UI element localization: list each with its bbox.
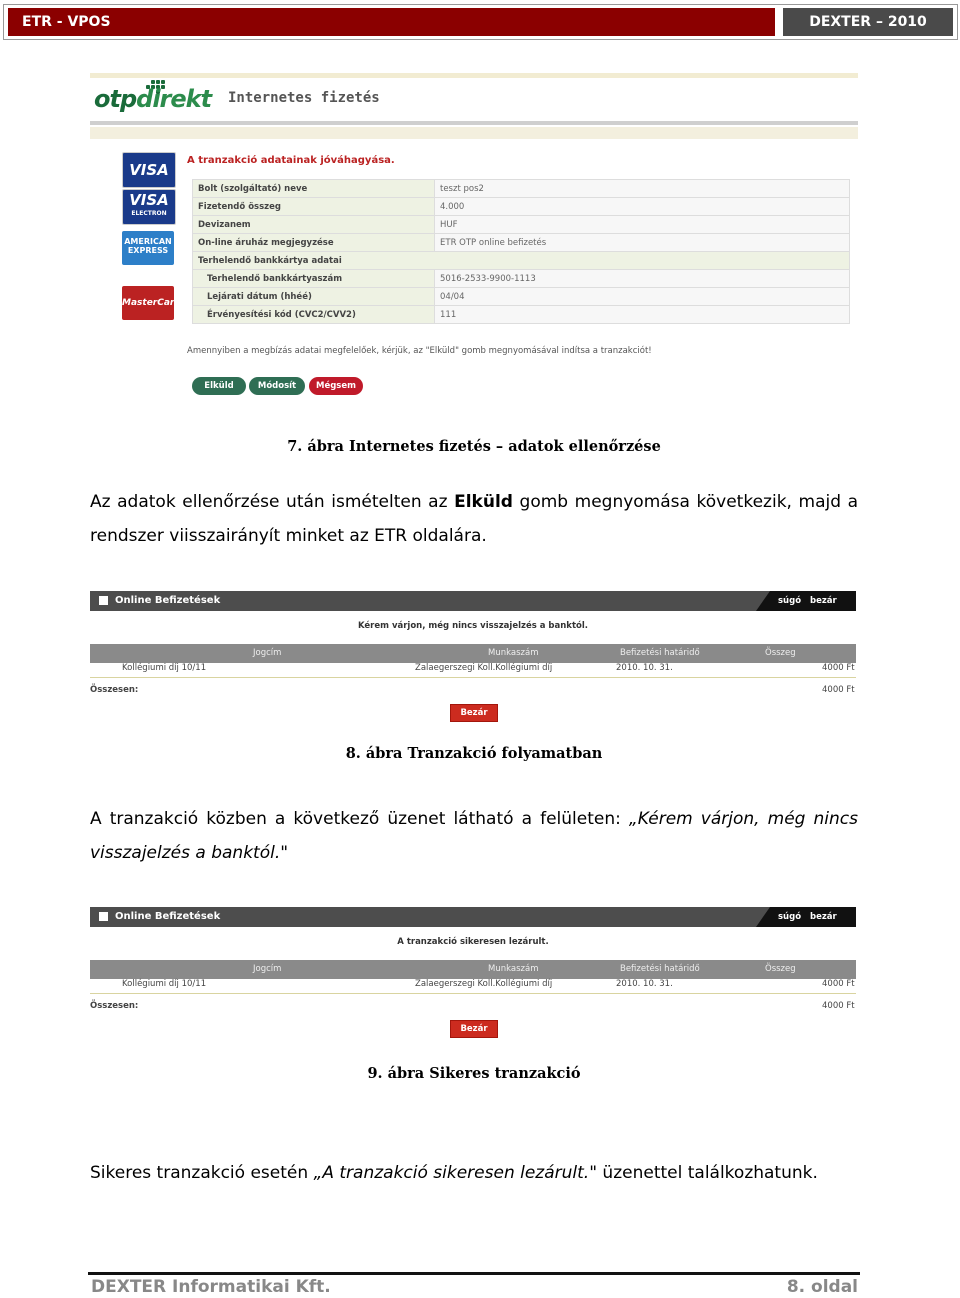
online-payments-panel-success [90,907,856,1032]
figure-caption-9: 9. ábra Sikeres tranzakció [367,1065,581,1082]
table-section: Terhelendő bankkártya adatai [193,252,850,270]
figure-caption-8: 8. ábra Tranzakció folyamatban [345,745,603,762]
send-button[interactable]: Elküld [192,377,246,395]
panel-header [90,591,856,611]
close-button[interactable]: Bezár [450,704,498,722]
table-row: Kollégiumi díj 10/11 Zalaegerszegi Koll.Kollégiumi díj 2010. 10. 31. 4000 Ft [90,661,856,678]
paragraph-3: Sikeres tranzakció esetén „A tranzakció sikeresen lezárult." üzenettel találkozhatunk. [90,1163,818,1183]
column-hatarido: Befizetési határidő [620,648,700,658]
total-row: Összesen: 4000 Ft [90,685,855,695]
table-row: Bolt (szolgáltató) neve teszt pos2 [193,180,850,198]
panel-title: Online Befizetések [115,595,221,606]
table-row: Devizanem HUF [193,216,850,234]
panel-header-links [770,907,856,927]
otp-instruction-note: Amennyiben a megbízás adatai megfelelőek, kérjük, az "Elküld" gomb megnyomásával indítsa a tranzakciót! [187,346,652,356]
column-munkaszam: Munkaszám [488,648,539,658]
footer-company: DEXTER Informatikai Kft. [91,1277,331,1297]
table-row: On-line áruház megjegyzése ETR OTP online befizetés [193,234,850,252]
column-munkaszam: Munkaszám [488,964,539,974]
otp-logo-direkt: direkt [136,85,212,113]
status-message: Kérem várjon, még nincs visszajelzés a banktól. [357,621,589,631]
figure-caption-7: 7. ábra Internetes fizetés – adatok ellenőrzése [287,438,661,455]
close-link[interactable]: bezár [810,912,837,922]
otp-confirm-heading: A tranzakció adatainak jóváhagyása. [187,155,395,166]
table-row: Kollégiumi díj 10/11 Zalaegerszegi Koll.Kollégiumi díj 2010. 10. 31. 4000 Ft [90,977,856,994]
otp-separator-light [90,127,858,139]
panel-header-links [770,591,856,611]
help-link[interactable]: súgó [778,596,802,606]
paragraph-1: Az adatok ellenőrzése után ismételten az Elküld gomb megnyomása következik, majd a rendszer viisszairányít minket az ETR oldalára. [90,492,858,546]
column-jogcim: Jogcím [253,648,282,658]
footer-page-number: 8. oldal [786,1277,858,1297]
modify-button[interactable]: Módosít [249,377,305,395]
mastercard-card-icon: MasterCard [122,286,174,320]
table-row: Lejárati dátum (hhéé) 04/04 [193,288,850,306]
otp-payment-screenshot [90,73,858,403]
table-row: Érvényesítési kód (CVC2/CVV2) 111 [193,306,850,324]
header-right-title: DEXTER – 2010 [783,8,953,36]
otp-logo-otp: otp [94,85,137,113]
otp-separator [90,121,858,125]
total-row: Összesen: 4000 Ft [90,1001,855,1011]
panel-checkbox-icon [99,912,108,921]
table-row: Fizetendő összeg 4.000 [193,198,850,216]
footer-divider [88,1272,860,1275]
help-link[interactable]: súgó [778,912,802,922]
visa-card-icon: VISA [122,152,176,188]
otp-top-stripe [90,73,858,78]
american-express-card-icon: AMERICAN EXPRESS [122,231,174,265]
column-osszeg: Összeg [765,964,796,974]
online-payments-panel-pending [90,591,856,716]
close-link[interactable]: bezár [810,596,837,606]
status-message: A tranzakció sikeresen lezárult. [397,937,549,947]
table-row: Terhelendő bankkártyaszám 5016-2533-9900-1113 [193,270,850,288]
panel-title: Online Befizetések [115,911,221,922]
page-header [3,4,958,40]
paragraph-2: A tranzakció közben a következő üzenet látható a felületen: „Kérem várjon, még nincs visszajelzés a banktól." [90,809,858,863]
column-hatarido: Befizetési határidő [620,964,700,974]
column-osszeg: Összeg [765,648,796,658]
cancel-button[interactable]: Mégsem [309,377,363,395]
otp-page-title: Internetes fizetés [228,90,380,106]
otp-transaction-table [192,179,850,324]
header-left-title: ETR - VPOS [8,8,775,36]
otp-direkt-logo [94,85,211,113]
panel-checkbox-icon [99,596,108,605]
visa-electron-card-icon: VISA ELECTRON [122,189,176,225]
panel-header [90,907,856,927]
column-jogcim: Jogcím [253,964,282,974]
close-button[interactable]: Bezár [450,1020,498,1038]
